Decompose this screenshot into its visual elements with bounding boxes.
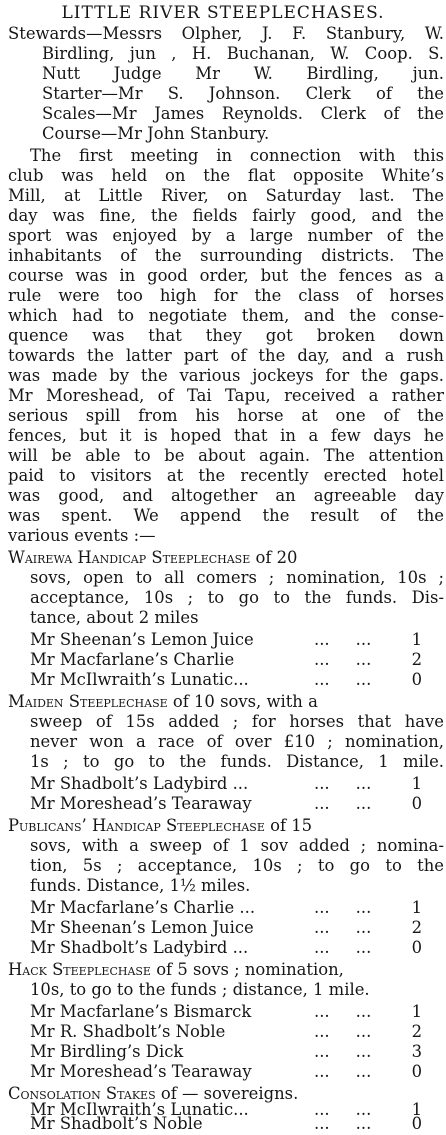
result-horse: Mr Moreshead’s Tearaway: [30, 794, 252, 813]
result-leader-dots: ... ...: [314, 794, 372, 813]
body-line: paid to visitors at the recently erected hotel: [8, 466, 444, 485]
result-leader-dots: ... ...: [314, 670, 372, 689]
race-terms-line: tance, about 2 miles: [30, 608, 199, 627]
race-terms-line: sovs, open to all comers ; nomination, 10s ;: [30, 568, 444, 587]
officials-line: Stewards—Messrs Olpher, J. F. Stanbury, W.: [8, 24, 444, 43]
result-leader-dots: ... ...: [314, 938, 372, 957]
body-line: sport was enjoyed by a large number of the: [8, 226, 444, 245]
result-leader-dots: ... ...: [314, 898, 372, 917]
result-horse: Mr Moreshead’s Tearaway: [30, 1062, 252, 1081]
race-terms-line: never won a race of over £10 ; nomination,: [30, 732, 444, 751]
result-leader-dots: ... ...: [314, 1062, 372, 1081]
race-terms-line: 10s, to go to the funds ; distance, 1 mile.: [30, 980, 370, 999]
body-line: The first meeting in connection with this: [30, 146, 444, 165]
race-terms-line: acceptance, 10s ; to go to the funds. Dis-: [30, 588, 444, 607]
body-line: rule were too high for the class of horses: [8, 286, 444, 305]
race-terms-line: tion, 5s ; acceptance, 10s ; to go to the: [30, 856, 444, 875]
body-line: was good, and altogether an agreeable day: [8, 486, 444, 505]
result-leader-dots: ... ...: [314, 774, 372, 793]
race-terms: of 10 sovs, with a: [172, 692, 318, 711]
result-horse: Mr Shadbolt’s Ladybird ...: [30, 938, 249, 957]
body-line: will be able to be about again. The attention: [8, 446, 444, 465]
result-horse: Mr R. Shadbolt’s Noble: [30, 1022, 226, 1041]
race-terms: of — sovereigns.: [160, 1084, 299, 1103]
result-leader-dots: ... ...: [314, 1022, 372, 1041]
body-line: was spent. We append the result of the: [8, 506, 444, 525]
race-terms: of 20: [255, 548, 298, 567]
result-place: 2: [411, 918, 422, 937]
race-terms-line: sweep of 15s added ; for horses that have: [30, 712, 444, 731]
result-horse: Mr McIlwraith’s Lunatic...: [30, 670, 249, 689]
body-line: various events :—: [8, 526, 156, 545]
result-place: 0: [411, 1062, 422, 1081]
body-line: inhabitants of the surrounding districts. The: [8, 246, 444, 265]
body-line: fences, but it is hoped that in a few days he: [8, 426, 444, 445]
officials-line: Starter—Mr S. Johnson. Clerk of the: [42, 84, 444, 103]
result-horse: Mr Macfarlane’s Charlie ...: [30, 898, 256, 917]
result-horse: Mr Macfarlane’s Bismarck: [30, 1002, 252, 1021]
body-line: quence was that they got broken down: [8, 326, 444, 345]
result-horse: Mr Sheenan’s Lemon Juice: [30, 918, 254, 937]
body-line: course was in good order, but the fences as a: [8, 266, 444, 285]
result-place: 1: [411, 1002, 422, 1021]
result-place: 1: [411, 898, 422, 917]
body-line: club was held on the flat opposite White’s: [8, 166, 444, 185]
race-heading: [8, 960, 344, 980]
result-horse: Mr Shadbolt’s Noble: [30, 1114, 203, 1133]
result-horse: Mr Birdling’s Dick: [30, 1042, 184, 1061]
result-leader-dots: ... ...: [314, 1100, 372, 1119]
result-horse: Mr Sheenan’s Lemon Juice: [30, 630, 254, 649]
result-place: 1: [411, 774, 422, 793]
result-place: 3: [411, 1042, 422, 1061]
race-terms-line: sovs, with a sweep of 1 sov added ; nomina-: [30, 836, 444, 855]
race-terms: of 5 sovs ; nomination,: [156, 960, 344, 979]
race-name: Consolation Stakes: [8, 1084, 156, 1103]
body-line: which had to negotiate them, and the conse-: [8, 306, 444, 325]
result-place: 0: [411, 1114, 422, 1133]
body-line: towards the latter part of the day, and a rush: [8, 346, 444, 365]
result-horse: Mr Shadbolt’s Ladybird ...: [30, 774, 249, 793]
result-leader-dots: ... ...: [314, 918, 372, 937]
race-terms: of 15: [270, 816, 313, 835]
body-line: day was fine, the fields fairly good, and the: [8, 206, 444, 225]
result-place: 0: [411, 938, 422, 957]
result-leader-dots: ... ...: [314, 1042, 372, 1061]
result-place: 2: [411, 1022, 422, 1041]
result-leader-dots: ... ...: [314, 650, 372, 669]
result-place: 0: [411, 794, 422, 813]
result-place: 1: [411, 1100, 422, 1119]
body-line: Mr Moreshead, of Tai Tapu, received a rather: [8, 386, 444, 405]
result-place: 1: [411, 630, 422, 649]
body-line: was made by the various jockeys for the gaps.: [8, 366, 444, 385]
race-name: Maiden Steeplechase: [8, 692, 168, 711]
race-heading: [8, 548, 297, 568]
race-terms-line: funds. Distance, 1½ miles.: [30, 876, 251, 895]
result-horse: Mr McIlwraith’s Lunatic...: [30, 1100, 249, 1119]
article-title: LITTLE RIVER STEEPLECHASES.: [61, 3, 385, 23]
officials-line: Scales—Mr James Reynolds. Clerk of the: [42, 104, 444, 123]
officials-line: Nutt Judge Mr W. Birdling, jun.: [42, 64, 444, 83]
result-place: 0: [411, 670, 422, 689]
officials-line: Birdling, jun , H. Buchanan, W. Coop. S.: [42, 44, 444, 63]
body-line: Mill, at Little River, on Saturday last. The: [8, 186, 444, 205]
race-heading: [8, 692, 318, 712]
result-place: 2: [411, 650, 422, 669]
race-heading: [8, 816, 312, 836]
result-horse: Mr Macfarlane’s Charlie: [30, 650, 235, 669]
result-leader-dots: ... ...: [314, 630, 372, 649]
result-leader-dots: ... ...: [314, 1002, 372, 1021]
result-leader-dots: ... ...: [314, 1114, 372, 1133]
race-terms-line: 1s ; to go to the funds. Distance, 1 mile.: [30, 752, 444, 771]
body-line: serious spill from his horse at one of the: [8, 406, 444, 425]
race-name: Publicans’ Handicap Steeplechase: [8, 816, 265, 835]
race-name: Hack Steeplechase: [8, 960, 151, 979]
race-name: Wairewa Handicap Steeplechase: [8, 548, 251, 567]
officials-line: Course—Mr John Stanbury.: [42, 124, 270, 143]
